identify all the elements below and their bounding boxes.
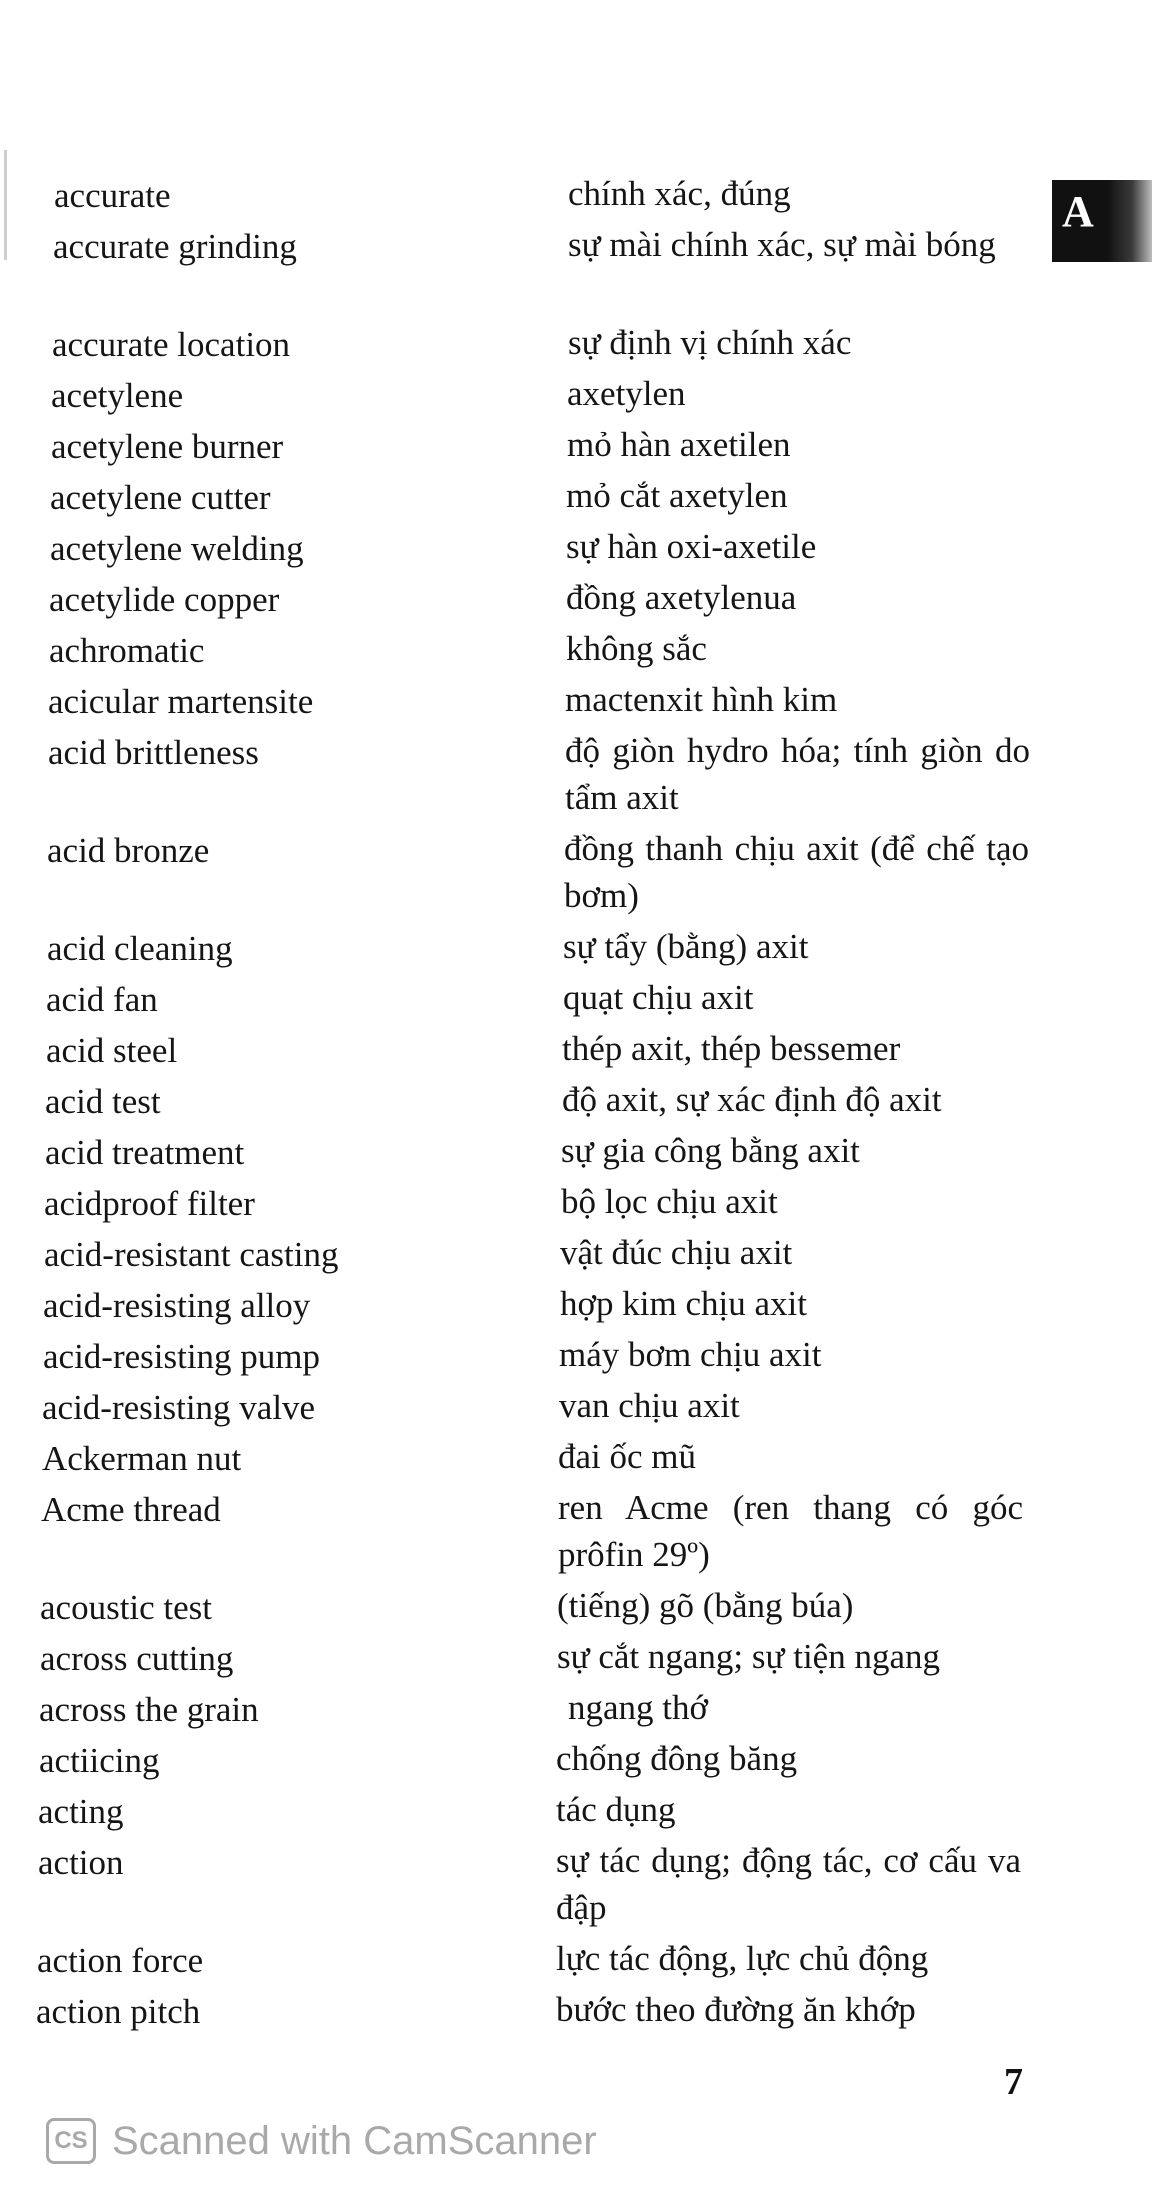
entry-term: acid steel <box>46 1031 178 1070</box>
entry-term: acidproof filter <box>44 1184 255 1223</box>
entry <box>0 923 1152 974</box>
entry-term: actiicing <box>39 1741 160 1780</box>
entry-term: acid bronze <box>47 831 210 870</box>
entry <box>0 825 1152 923</box>
entry <box>0 1025 1152 1076</box>
entry-term: acid cleaning <box>47 929 233 968</box>
entry <box>0 1684 1152 1735</box>
entry-term: acicular martensite <box>48 682 314 721</box>
entry <box>0 1076 1152 1127</box>
entry-definition: mỏ hàn axetilen <box>567 425 791 464</box>
entry-term: acoustic test <box>40 1588 213 1627</box>
entry <box>0 1633 1152 1684</box>
entry-term: Acme thread <box>41 1490 221 1529</box>
page-number: 7 <box>1004 2061 1023 2103</box>
entry <box>0 625 1152 676</box>
entry-definition: hợp kim chịu axit <box>560 1284 807 1323</box>
entry-definition: quạt chịu axit <box>563 978 754 1017</box>
entry-term: accurate <box>54 176 171 215</box>
entry-definition: đồng thanh chịu axit (để chế tạo bơm) <box>564 829 1029 915</box>
entry-term: acid-resisting pump <box>43 1337 321 1376</box>
entry-definition: sự tẩy (bằng) axit <box>563 927 809 966</box>
entry <box>0 170 1152 221</box>
entry <box>0 523 1152 574</box>
entry-definition: đai ốc mũ <box>558 1437 697 1476</box>
entry-definition: độ giòn hydro hóa; tính giòn do tẩm axit <box>565 731 1030 817</box>
entry-definition: sự cắt ngang; sự tiện ngang <box>557 1637 941 1676</box>
entry-term: acetylene welding <box>50 529 304 568</box>
entry-term: acid brittleness <box>48 733 259 772</box>
entry-term: achromatic <box>49 631 205 670</box>
entry-definition: sự hàn oxi-axetile <box>566 527 817 566</box>
entry <box>0 421 1152 472</box>
entry-term: acid-resisting alloy <box>43 1286 311 1325</box>
entry-definition: máy bơm chịu axit <box>559 1335 822 1374</box>
entry-definition: sự gia công bằng axit <box>561 1131 860 1170</box>
entry-definition: vật đúc chịu axit <box>560 1233 793 1272</box>
watermark-text: Scanned with CamScanner <box>112 2118 597 2163</box>
entry <box>0 1433 1152 1484</box>
entry <box>0 319 1152 370</box>
entry <box>0 1484 1152 1582</box>
entry-term: acid fan <box>46 980 158 1019</box>
entry-term: acid treatment <box>45 1133 245 1172</box>
entry-definition: thép axit, thép bessemer <box>562 1029 901 1068</box>
entry-definition: mactenxit hình kim <box>565 680 838 719</box>
entry-definition: bước theo đường ăn khớp <box>556 1990 916 2029</box>
entry-term: across cutting <box>40 1639 234 1678</box>
entry <box>0 1178 1152 1229</box>
entry <box>0 370 1152 421</box>
entry-term: action <box>38 1843 124 1882</box>
entry-term: action pitch <box>36 1992 201 2031</box>
entry-definition: tác dụng <box>556 1790 676 1829</box>
camscanner-logo: CS <box>46 2118 96 2164</box>
entry-definition: đồng axetylenua <box>566 578 797 617</box>
entry-definition: sự định vị chính xác <box>568 323 852 362</box>
entry-term: accurate location <box>52 325 291 364</box>
entry <box>0 472 1152 523</box>
entry-list <box>0 170 1152 2037</box>
entry <box>0 1582 1152 1633</box>
entry <box>0 574 1152 625</box>
entry <box>0 1127 1152 1178</box>
entry-definition: (tiếng) gõ (bằng búa) <box>557 1586 854 1625</box>
entry-definition: ngang thớ <box>568 1688 709 1727</box>
entry <box>0 1786 1152 1837</box>
entry-term: acetylene <box>51 376 184 415</box>
entry-term: action force <box>37 1941 204 1980</box>
entry-definition: axetylen <box>567 374 686 413</box>
entry-term: acid-resisting valve <box>42 1388 316 1427</box>
section-letter: A <box>1062 187 1094 236</box>
entry-term: acting <box>38 1792 124 1831</box>
entry-term: acetylene cutter <box>50 478 271 517</box>
entry <box>0 1331 1152 1382</box>
entry-term: accurate grinding <box>53 227 297 266</box>
entry-definition: sự tác dụng; động tác, cơ cấu va đập <box>556 1841 1021 1927</box>
entry-definition: chống đông băng <box>556 1739 798 1778</box>
entry-term: acid-resistant casting <box>44 1235 339 1274</box>
scanner-watermark <box>46 2118 597 2164</box>
entry-definition: độ axit, sự xác định độ axit <box>562 1080 942 1119</box>
entry-definition: sự mài chính xác, sự mài bóng <box>568 225 996 264</box>
entry-definition: mỏ cắt axetylen <box>566 476 788 515</box>
entry <box>0 1229 1152 1280</box>
entry <box>0 1382 1152 1433</box>
entry-definition: lực tác động, lực chủ động <box>556 1939 929 1978</box>
entry-term: acid test <box>45 1082 161 1121</box>
entry <box>0 1986 1152 2037</box>
entry-definition: ren Acme (ren thang có góc prôfin 29º) <box>558 1488 1023 1574</box>
entry-definition: chính xác, đúng <box>568 174 791 213</box>
entry <box>0 1735 1152 1786</box>
entry-term: across the grain <box>39 1690 259 1729</box>
entry-definition: không sắc <box>566 629 707 668</box>
entry-definition: van chịu axit <box>559 1386 740 1425</box>
entry <box>0 974 1152 1025</box>
entry-term: acetylene burner <box>51 427 284 466</box>
entry <box>0 1935 1152 1986</box>
entry <box>0 221 1152 319</box>
entry-term: Ackerman nut <box>42 1439 242 1478</box>
entry <box>0 1280 1152 1331</box>
entry-term: acetylide copper <box>49 580 280 619</box>
entry-definition: bộ lọc chịu axit <box>561 1182 778 1221</box>
entry <box>0 1837 1152 1935</box>
entry <box>0 727 1152 825</box>
entry <box>0 676 1152 727</box>
